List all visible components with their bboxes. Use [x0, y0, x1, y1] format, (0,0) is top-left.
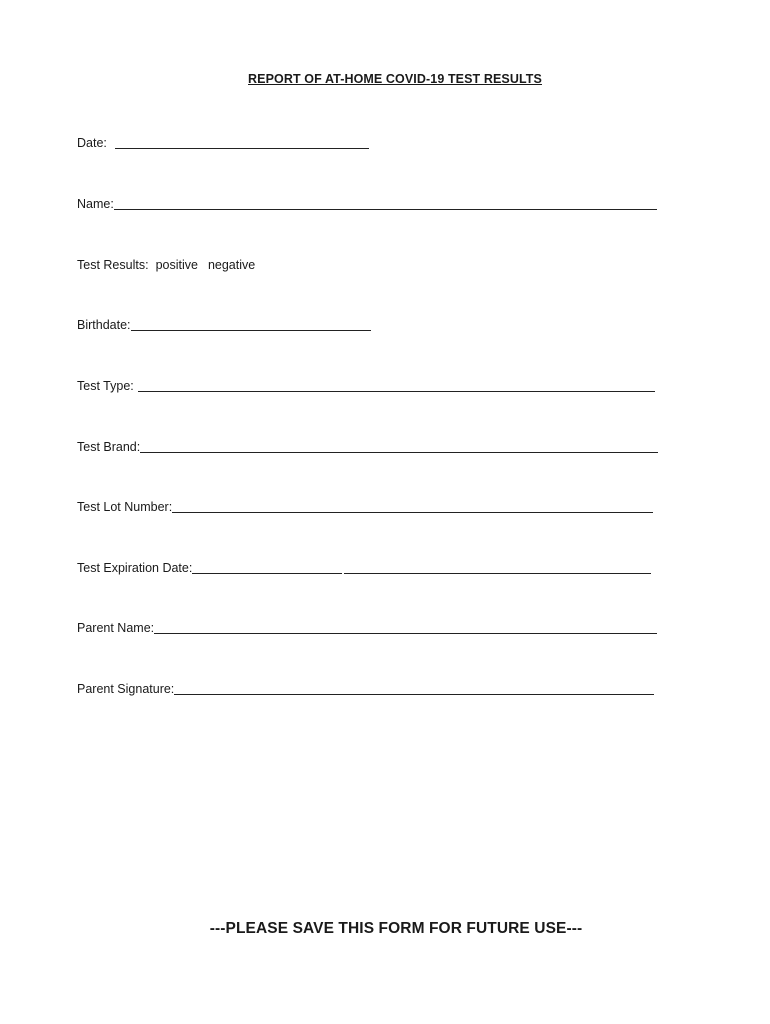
test-brand-label: Test Brand:	[77, 440, 141, 454]
name-label: Name:	[77, 197, 114, 211]
test-expiration-date-field	[77, 555, 651, 575]
test-brand-input-line[interactable]	[140, 452, 658, 453]
result-positive-option[interactable]: positive	[155, 258, 198, 272]
test-lot-number-field	[77, 494, 653, 514]
birthdate-label: Birthdate:	[77, 318, 131, 332]
save-form-notice: ---PLEASE SAVE THIS FORM FOR FUTURE USE---	[209, 920, 583, 937]
test-results-label: Test Results:	[77, 258, 149, 272]
test-expiration-date-input-line[interactable]	[192, 573, 651, 575]
test-brand-field	[77, 434, 658, 454]
test-lot-number-input-line[interactable]	[172, 512, 653, 513]
name-field	[77, 191, 657, 211]
test-type-input-line[interactable]	[138, 391, 655, 392]
name-input-line[interactable]	[114, 209, 657, 210]
parent-signature-input-line[interactable]	[174, 694, 654, 695]
parent-signature-field	[77, 676, 654, 696]
birthdate-field	[77, 312, 371, 332]
parent-name-input-line[interactable]	[154, 633, 657, 634]
test-results-field	[77, 252, 255, 272]
parent-signature-label: Parent Signature:	[77, 682, 175, 696]
test-expiration-date-label: Test Expiration Date:	[77, 561, 193, 575]
test-type-label: Test Type:	[77, 379, 134, 393]
result-negative-option[interactable]: negative	[207, 258, 256, 272]
date-label: Date:	[77, 136, 107, 150]
form-title: REPORT OF AT-HOME COVID-19 TEST RESULTS	[248, 72, 542, 86]
date-field	[77, 130, 369, 150]
test-lot-number-label: Test Lot Number:	[77, 500, 173, 514]
test-type-field	[77, 373, 655, 393]
birthdate-input-line[interactable]	[131, 330, 371, 331]
date-input-line[interactable]	[115, 148, 369, 149]
parent-name-label: Parent Name:	[77, 621, 155, 635]
parent-name-field	[77, 615, 657, 635]
